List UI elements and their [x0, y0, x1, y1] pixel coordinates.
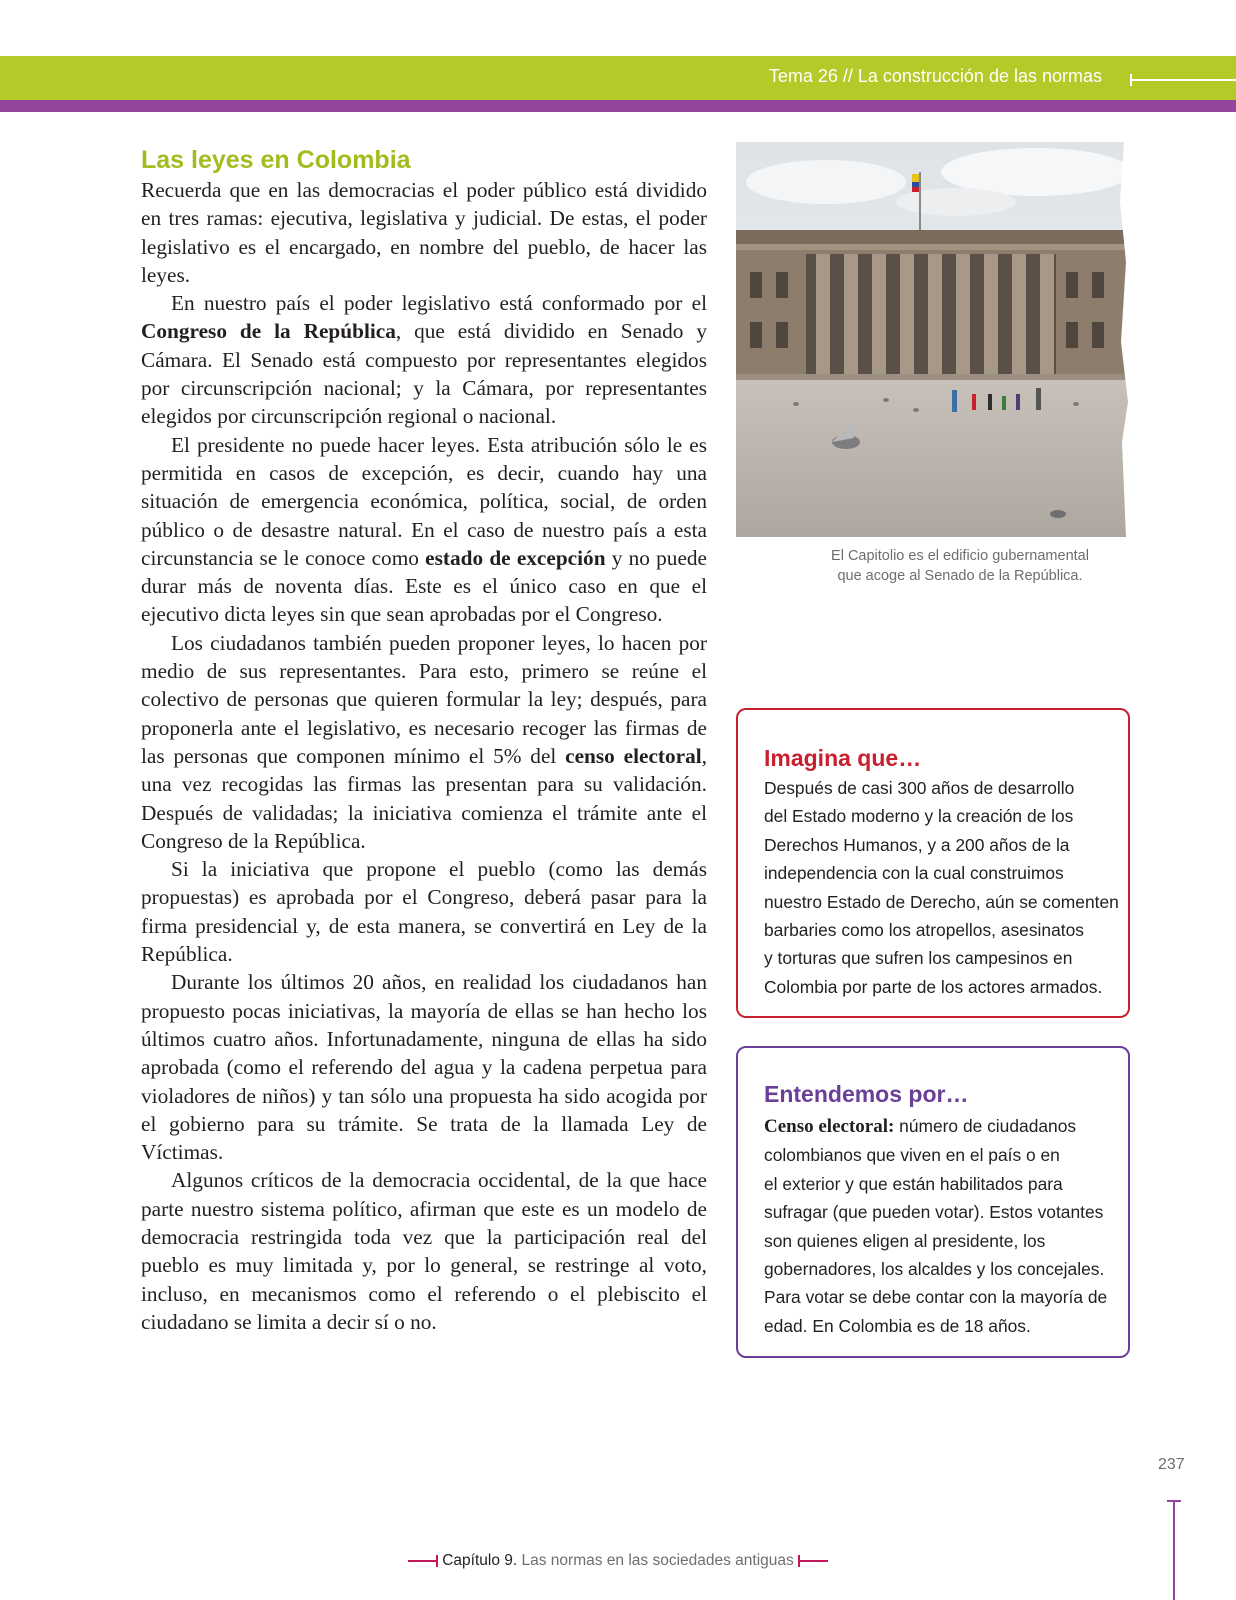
header-title: Tema 26 // La construcción de las normas — [768, 66, 1102, 86]
paragraph-3: El presidente no puede hacer leyes. Esta atribución sólo le es permitida en casos de excepción, es decir, cuando hay una situación de emergencia económica, política, social, de orden público o de desastre natural. En el caso de nuestro país a esta circunstancia se le conoce como estado de excepción y no puede durar más de noventa días. Este es el único caso en que el ejecutivo dicta leyes sin que sean aprobadas por el Congreso. — [141, 432, 707, 627]
paragraph-1: Recuerda que en las democracias el poder público está dividido en tres ramas: ejecutiva, legislativa y judicial. De estas, el poder legislativo es el encargado, en nombre del pueblo, de hacer las leyes. — [141, 178, 707, 287]
term-estado-excepcion: estado de excepción — [425, 545, 606, 570]
header-stripe — [0, 100, 1236, 112]
footer-title: Las normas en las sociedades antiguas — [517, 1552, 794, 1569]
paragraph-4: Los ciudadanos también pueden proponer leyes, lo hacen por medio de sus representantes. Para esto, primero se reúne el colectivo de personas que quieren formular la ley; después, para proponerla ante el legislativo, es necesario recoger las firmas de las personas que componen mínimo el 5% del censo electoral, una vez recogidas las firmas las presentan para su validación. Después de validadas; la iniciativa comienza el trámite ante el Congreso de la República. — [141, 630, 707, 853]
term-censo-electoral: censo electoral — [565, 743, 702, 768]
entendemos-por-text: Censo electoral: número de ciudadanos colombianos que viven en el país o en el exterior y que están habilitados para sufragar (que pueden votar). Estos votantes son quienes eligen al presidente, los gobernadores, los alcaldes y los concejales. Para votar se debe contar con la mayoría de edad. En Colombia es de 18 años. — [764, 1116, 1108, 1336]
imagina-que-text: Después de casi 300 años de desarrollo del Estado moderno y la creación de los Derechos Humanos, y a 200 años de la independencia con la cual construimos nuestro Estado de Derecho, aún se comenten barbaries como los atropellos, asesinatos y torturas que sufren los campesinos en Colombia por parte de los actores armados. — [764, 778, 1119, 997]
side-rule — [1173, 1500, 1175, 1600]
footer-chapter: Capítulo 9. — [442, 1552, 518, 1569]
page-number: 237 — [1158, 1456, 1185, 1473]
imagina-que-title: Imagina que… — [764, 745, 922, 771]
definition-term: Censo electoral: — [764, 1116, 895, 1137]
section-title: Las leyes en Colombia — [141, 146, 411, 174]
footer-rule-right — [798, 1560, 828, 1562]
capitolio-photo — [736, 142, 1132, 537]
paragraph-7: Algunos críticos de la democracia occidental, de la que hace parte nuestro sistema político, afirman que este es un modelo de democracia restringida toda vez que la participación real del pueblo es muy limitada y, por lo general, se restringe al voto, incluso, en mecanismos como el referendo o el plebiscito el ciudadano se limita a decir sí o no. — [141, 1168, 707, 1334]
term-congreso: Congreso de la República — [141, 319, 396, 344]
photo-caption: El Capitolio es el edificio gubernamental que acoge al Senado de la República. — [831, 548, 1089, 584]
paragraph-5: Si la iniciativa que propone el pueblo (como las demás propuestas) es aprobada por el Congreso, deberá pasar para la firma presidencial y, de esta manera, se convertirá en Ley de la República. — [141, 857, 707, 967]
entendemos-por-title: Entendemos por… — [764, 1081, 969, 1107]
imagina-que-box — [736, 708, 1130, 1018]
paragraph-2: En nuestro país el poder legislativo está conformado por el Congreso de la República, que está dividido en Senado y Cámara. El Senado está compuesto por representantes elegidos por circunscripción nacional; y la Cámara, por representantes elegidos por circunscripción regional o nacional. — [141, 291, 707, 429]
entendemos-por-box — [736, 1046, 1130, 1358]
footer — [0, 1552, 1236, 1570]
footer-rule-left — [408, 1560, 438, 1562]
paragraph-6: Durante los últimos 20 años, en realidad los ciudadanos han propuesto pocas iniciativas, la mayoría de ellas se han hecho los últimos cuatro años. Infortunadamente, ninguna de ellas ha sido aprobada (como el referendo del agua y la cadena perpetua para violadores de niños) y tan sólo una propuesta ha sido acogida por el gobierno para su trámite. Se trata de la llamada Ley de Víctimas. — [141, 970, 707, 1165]
main-column — [141, 144, 707, 1336]
header-rule — [1130, 79, 1236, 81]
